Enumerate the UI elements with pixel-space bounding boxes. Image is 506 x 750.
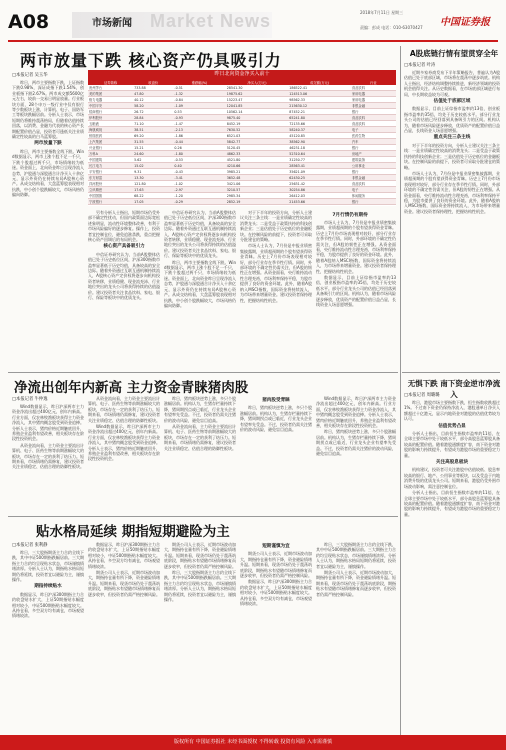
table-cell: 52310.64 <box>288 151 351 157</box>
table-cell: 15.02 <box>133 163 173 169</box>
table-cell: -1.86 <box>173 133 225 139</box>
table-cell: 食品饮料 <box>351 85 396 91</box>
table-cell: 2852.19 <box>226 199 289 205</box>
column-divider <box>400 46 401 736</box>
table-cell: 28563.41 <box>288 163 351 169</box>
table-cell: 食品饮料 <box>351 115 396 121</box>
table-cell: 医药生物 <box>351 133 396 139</box>
table-cell: 贵州茅台 <box>88 85 133 91</box>
paragraph: Wind数据显示，昨日沪深两市主力资金净流出超过400亿元，创年内新高。行业方面，仅农林牧渔板块获得主力资金净流入，其中猪肉概念股受到资金追捧。分析人士表示，猪肉价格近期触底回升，养殖企业盈利有望改善，相关板块存在阶段性投资机会。 <box>12 404 84 442</box>
table-cell: 4521.80 <box>226 157 289 163</box>
column-header: 涨跌幅(%) <box>173 79 225 85</box>
table-cell: 0.26 <box>173 145 225 151</box>
paragraph: 另有分析人士指出，短期市场仍受外部不确定性扰动，但国内政策面边际宽松迹象明显，流动性环境整体改善，有利于市场风险偏好的逐步修复。操作上，投资者宜控制仓位，避免追涨杀跌，重点把握核心资产回调后的布局机会。 <box>88 210 160 243</box>
paragraph: 分析人士指出，目前恒生指数市盈率约11倍，在全球主要市场中处于较低水平，部分高股息蓝筹股具备较高的配置价值。随着港股通额度扩容，南下资金对港股的影响力持续提升，有望成为港股市场的重要稳定力量。 <box>404 431 500 458</box>
table-cell: 平安银行 <box>88 169 133 175</box>
table-cell: 五粮液 <box>88 121 133 127</box>
paragraph: 中信证券研究认为，当前A股整体估值已处于历史低位区间，沪深300指数市盈率显著低于历史均值，具备较高的安全边际。随着外资通过互联互通机制持续流入，A股核心资产定价权将逐步向机构投资者转移，业绩稳健、现金流充沛、行业地位突出的龙头公司将获得持续的估值溢价。建议投资者关注食品饮料、家电、银行、保险等板块中的优质龙头。 <box>88 251 160 301</box>
column-header: 证券简称 <box>88 79 133 85</box>
table-cell: 26.72 <box>133 109 173 115</box>
table-cell: -0.43 <box>173 169 225 175</box>
table-cell: 5842.77 <box>226 139 289 145</box>
table-cell: 38.51 <box>133 127 173 133</box>
table-cell: 121.80 <box>133 181 173 187</box>
table-cell: 17.63 <box>133 187 173 193</box>
footer-text: 版权所有 中国证券报社 未经书面授权 不得转载 投资有风险 入市需谨慎 <box>174 739 332 745</box>
table-cell: 6521.03 <box>226 133 289 139</box>
table-cell: 31.55 <box>133 139 173 145</box>
table-cell: 69.20 <box>133 133 173 139</box>
article-body <box>164 210 236 368</box>
table-cell: 25631.42 <box>288 181 351 187</box>
table-cell: 58240.37 <box>288 127 351 133</box>
table-cell: 21453.66 <box>288 199 351 205</box>
table-cell: 海康威视 <box>88 127 133 133</box>
table-cell: 恒瑞医药 <box>88 133 133 139</box>
article-body <box>240 396 312 512</box>
table-cell: 38562.90 <box>288 139 351 145</box>
article-body <box>88 210 160 368</box>
table-cell: 2985.34 <box>226 193 289 199</box>
page-number: A08 <box>8 11 50 33</box>
table-cell: 兴业银行 <box>88 145 133 151</box>
paragraph: 昨日，猪肉板块逆势上涨，多只个股涨幅居前。机构认为，生猪存栏量持续下降，猪周期拐点或已临近，行业龙头企业有望率先受益。不过，投资者仍需关注猪价的波动风险，避免盲目追高。 <box>164 396 236 423</box>
table-cell: 15.21 <box>133 145 173 151</box>
headline-main: 两市放量下跌 核心资产仍具吸引力 <box>20 51 282 70</box>
table-cell: 中国国旅 <box>88 193 133 199</box>
table-cell: 45120.85 <box>288 133 351 139</box>
paragraph: 昨日，猪肉板块逆势上涨，多只个股涨幅居前。机构认为，生猪存栏量持续下降，猪周期拐点或已临近，行业龙头企业有望率先受益。不过，投资者仍需关注猪价的波动风险，避免盲目追高。 <box>240 405 312 433</box>
date-line: 2018年7月11日 星期三 <box>360 10 404 15</box>
paragraph: 期货公司人士表示，近期市场波动加大，期指持仓量有所下降，资金避险情绪升温。短期来看，现货市场仍处于震荡筑底阶段，期指贴水有望随市场情绪修复而逐步收窄，但投资者仍需严格控制风险。 <box>88 570 160 597</box>
table-cell: 5120.45 <box>226 145 289 151</box>
table-cell: -0.93 <box>173 115 225 121</box>
table-cell: 3421.06 <box>226 181 289 187</box>
table-cell: -0.29 <box>173 199 225 205</box>
subheading: 估值处于底部区域 <box>433 99 471 105</box>
table-cell: -0.51 <box>173 85 225 91</box>
headline: 贴水格局延续 期指短期避险为主 <box>36 524 230 540</box>
table-cell: -2.13 <box>173 127 225 133</box>
subheading: 期指持续贴水 <box>34 584 62 590</box>
data-table <box>88 79 396 205</box>
table-cell: 8452.19 <box>226 121 289 127</box>
table-cell: 733.88 <box>133 85 173 91</box>
table-cell: 71.10 <box>133 121 173 127</box>
table-cell: 47.80 <box>133 91 173 97</box>
table-cell: 伊利股份 <box>88 115 133 121</box>
paragraph: 数据显示，目前上证综指市盈率约13倍，创业板指市盈率约35倍，均处于历史较低水平。部分行业龙头公司的估值已经回落到具备吸引力的区间。机构认为，随着市场风险逐步释放，优质资产的配置价值日益凸显，长线资金入场意愿增强。 <box>316 275 396 308</box>
column-header: 成交额(万元) <box>288 79 351 85</box>
table-cell: 格力电器 <box>88 97 133 103</box>
table-cell: 建筑装饰 <box>351 157 396 163</box>
article-body <box>404 70 500 368</box>
paragraph: Wind数据显示，昨日沪深两市主力资金净流出超过400亿元，创年内新高。行业方面，仅农林牧渔板块获得主力资金净流入，其中猪肉概念股受到资金追捧。分析人士表示，猪肉价格近期触底回升，养殖企业盈利有望改善，相关板块存在阶段性投资机会。 <box>316 396 396 429</box>
table-cell: 3652.48 <box>226 175 289 181</box>
article-body <box>404 400 500 728</box>
table-cell: 非银金融 <box>351 103 396 109</box>
table-cell: 汽车 <box>351 139 396 145</box>
column-header: 净买入(万元) <box>226 79 289 85</box>
editor-line: 责编：彭成 电话：010-63070427 <box>360 25 423 30</box>
table-cell: 40.12 <box>133 97 173 103</box>
paragraph: 昨日，两市主要指数下跌，上证指数下跌0.98%，深证成指下跌1.54%，创业板指下跌2.67%。两市成交额5600亿元左右，较前一交易日明显放量。行业板块方面，28个申万一级行业中仅有银行等少数板块上涨，计算机、电子、国防军工等板块跌幅居前。分析人士表示，市场短期仍将维持震荡格局，但随着估值持续回落，以消费、金融为代表的核心资产长期配置价值凸显，投资者可逢低关注业绩确定性较高的白马蓝筹股。 <box>12 80 84 140</box>
table-cell: 30254.86 <box>288 187 351 193</box>
table-cell: 立讯精密 <box>88 187 133 193</box>
section-divider <box>402 372 500 373</box>
table-cell: -0.44 <box>173 139 225 145</box>
table-cell: 9.31 <box>133 169 173 175</box>
table-cell: 9875.40 <box>226 115 289 121</box>
table-cell: 4862.33 <box>226 151 289 157</box>
paragraph: 近期多家券商发布下半年策略报告，普遍认为A股估值已处于底部区域，市场将在震荡中逐步筑底。机构人士指出，经济结构调整持续推进，新经济领域的投资机会值得关注。从历史数据看，在市场底部区域进行布局，中长期收益较为可观。 <box>404 70 500 97</box>
column-header: 收盘价 <box>133 79 173 85</box>
article-body <box>164 542 236 728</box>
article-body <box>12 404 84 512</box>
newspaper-logo: 中国证券报 <box>440 17 490 28</box>
byline: □本报记者 张利静 <box>12 543 48 548</box>
paragraph: 期货公司人士表示，近期市场波动加大，期指持仓量有所下降，资金避险情绪升温。短期来看，现货市场仍处于震荡筑底阶段，期指贴水有望随市场情绪修复而逐步收窄，但投资者仍需严格控制风险。 <box>316 570 396 597</box>
table-cell: 12041.85 <box>226 103 289 109</box>
byline: □本报记者 牛仲逸 <box>12 397 48 402</box>
table-cell: 58.20 <box>133 103 173 109</box>
table-cell: 98562.33 <box>288 97 351 103</box>
side-headline: 无惧下跌 南下资金逆市净流入 <box>407 379 501 399</box>
article-body <box>316 542 396 728</box>
paragraph: 从资金流向看，主力资金主要流出计算机、电子、医药生物等前期涨幅较大的板块，市场存在一定的获利了结压力。短期来看，市场情绪仍需修复，建议投资者关注业绩稳定、估值合理的防御性板块。 <box>88 396 160 423</box>
side-headline: A股底链行情有望贯穿全年 <box>409 49 499 58</box>
paragraph: 昨日，三大股指期货主力合约全线下跌，其中中证500期指跌幅居前。三大期指主力合约均呈现贴水状态，市场谨慎情绪浓厚。分析人士认为，期指贴水格局短期仍将延续，投资者宜以避险为主，谨慎操作。 <box>12 550 84 583</box>
table-cell: 10562.14 <box>226 109 289 115</box>
table-cell: 中国平安 <box>88 103 133 109</box>
table-cell: 银行 <box>351 169 396 175</box>
byline: □本报记者 吴玉华 <box>12 73 48 78</box>
table-cell: 宁波银行 <box>88 199 133 205</box>
table-cell: 上汽集团 <box>88 139 133 145</box>
table-cell: 中国建筑 <box>88 157 133 163</box>
table-cell: 28541.30 <box>226 85 289 91</box>
table-cell: 家用电器 <box>351 97 396 103</box>
article-body <box>240 542 312 728</box>
article-body <box>12 550 84 728</box>
article-body <box>88 542 160 728</box>
table-cell: -1.20 <box>173 193 225 199</box>
table-cell: 3210.57 <box>226 187 289 193</box>
subheading: 猪肉股受青睐 <box>262 398 290 403</box>
table-cell: 26412.03 <box>288 193 351 199</box>
table-cell: -0.53 <box>173 157 225 163</box>
table-cell: 15223.47 <box>226 97 289 103</box>
table-cell: -1.02 <box>173 181 225 187</box>
paragraph: 市场人士认为，7月份是中报业绩密集披露期，业绩超预期的个股有望获得资金青睐。历史上7月份市场表现相对较好，部分行业存在季节性行情。同时，外部环境的不确定性仍需关注，但A股的韧性正在增强。从资金面看，央行维持流动性合理充裕，市场利率保持平稳，为股市提供了良好的资金环境。此外，随着A股纳入MSCI指数，国际资金将持续流入，为市场带来增量资金。建议投资者保持理性，把握结构性机会。 <box>404 170 500 214</box>
paragraph: 昨日，猪肉板块逆势上涨，多只个股涨幅居前。机构认为，生猪存栏量持续下降，猪周期拐点或已临近，行业龙头企业有望率先受益。不过，投资者仍需关注猪价的波动风险，避免盲目追高。 <box>316 429 396 457</box>
paragraph: 数据显示，昨日沪深300期指主力合约收盘贴水扩大，上证50期指贴水幅度相对较小，中证500期指贴水幅度较大。从持仓看，多空双方均有减仓，市场观望情绪较浓。 <box>240 579 312 607</box>
paragraph: 昨日，三大股指期货主力合约全线下跌，其中中证500期指跌幅居前。三大期指主力合约均呈现贴水状态，市场谨慎情绪浓厚。分析人士认为，期指贴水格局短期仍将延续，投资者宜以避险为主，谨慎操作。 <box>164 570 236 603</box>
table-cell: 食品饮料 <box>351 121 396 127</box>
article-body <box>316 220 396 368</box>
table-cell: 洋河股份 <box>88 181 133 187</box>
table-cell: 长江电力 <box>88 163 133 169</box>
subheading: 关注高股息板块 <box>435 460 469 466</box>
paragraph: 市场人士认为，7月份是中报业绩密集披露期，业绩超预期的个股有望获得资金青睐。历史上7月份市场表现相对较好，部分行业存在季节性行情。同时，外部环境的不确定性仍需关注，但A股的韧性正在增强。从资金面看，央行维持流动性合理充裕，市场利率保持平稳，为股市提供了良好的资金环境。此外，随着A股纳入MSCI指数，国际资金将持续流入，为市场带来增量资金。建议投资者保持理性，把握结构性机会。 <box>240 243 312 303</box>
table-cell: 公用事业 <box>351 163 396 169</box>
table-cell: 银行 <box>351 109 396 115</box>
page-header <box>0 0 506 42</box>
table-cell: 4210.66 <box>226 163 289 169</box>
table-row <box>88 199 396 205</box>
section-en-title: Market News <box>150 11 272 31</box>
table-cell: 68.22 <box>133 193 173 199</box>
table-cell: 美的集团 <box>88 91 133 97</box>
table-cell: 28.84 <box>133 115 173 121</box>
paragraph: 期货公司人士表示，近期市场波动加大，期指持仓量有所下降，资金避险情绪升温。短期来看，现货市场仍处于震荡筑底阶段，期指贴水有望随市场情绪修复而逐步收窄，但投资者仍需严格控制风险。 <box>240 551 312 579</box>
table-cell: 东方财富 <box>88 175 133 181</box>
table-cell: 食品饮料 <box>351 181 396 187</box>
table-cell: 17.05 <box>133 199 173 205</box>
paragraph: 从资金流向看，主力资金主要流出计算机、电子、医药生物等前期涨幅较大的板块，市场存在一定的获利了结压力。短期来看，市场情绪仍需修复，建议投资者关注业绩稳定、估值合理的防御性板块。 <box>12 442 84 470</box>
table-cell: 46231.18 <box>288 145 351 151</box>
table-cell: 13.30 <box>133 175 173 181</box>
table-cell: 7630.52 <box>226 127 289 133</box>
paragraph: 从资金流向看，主力资金主要流出计算机、电子、医药生物等前期涨幅较大的板块，市场存在一定的获利了结压力。短期来看，市场情绪仍需修复，建议投资者关注业绩稳定、估值合理的防御性板块。 <box>164 424 236 451</box>
subheading: 两市放量下跌 <box>34 141 62 147</box>
table-cell: 65241.80 <box>288 115 351 121</box>
paragraph: 昨日，两市主要指数全线下跌。Wind数据显示，两市上涨个股不足一千只，下跌个股超过两千只，市场情绪较为低迷。资金面上，北向资金昨日呈现净流入态势，沪股通与深股通合计净买入十余亿元，显示外资仍在持续布局A股核心资产。从成交结构看，大盘蓝筹股表现相对抗跌，中小创个股跌幅较大，市场风格仍偏向防御。 <box>12 148 84 198</box>
paragraph: 中信证券研究认为，当前A股整体估值已处于历史低位区间，沪深300指数市盈率显著低于历史均值，具备较高的安全边际。随着外资通过互联互通机制持续流入，A股核心资产定价权将逐步向机构投资者转移，业绩稳健、现金流充沛、行业地位突出的龙头公司将获得持续的估值溢价。建议投资者关注食品饮料、家电、银行、保险等板块中的优质龙头。 <box>164 210 236 259</box>
byline: □本报记者 叶涛 <box>404 63 436 68</box>
paragraph: 昨日，两市主要指数全线下跌。Wind数据显示，两市上涨个股不足一千只，下跌个股超过两千只，市场情绪较为低迷。资金面上，北向资金昨日呈现净流入态势，沪股通与深股通合计净买入十余亿元，显示外资仍在持续布局A股核心资产。从成交结构看，大盘蓝筹股表现相对抗跌，中小创个股跌幅较大，市场风格仍偏向防御。 <box>164 259 236 308</box>
table-cell: 电子 <box>351 187 396 193</box>
table-cell: -1.80 <box>173 151 225 157</box>
table-cell: -2.97 <box>173 187 225 193</box>
article-body <box>316 396 396 512</box>
paragraph: Wind数据显示，昨日沪深两市主力资金净流出超过400亿元，创年内新高。行业方面，仅农林牧渔板块获得主力资金净流入，其中猪肉概念股受到资金追捧。分析人士表示，猪肉价格近期触底回升，养殖企业盈利有望改善，相关板块存在阶段性投资机会。 <box>88 424 160 462</box>
table-cell: 19875.62 <box>226 91 289 97</box>
paragraph: 期货公司人士表示，近期市场波动加大，期指持仓量有所下降，资金避险情绪升温。短期来看，现货市场仍处于震荡筑底阶段，期指贴水有望随市场情绪修复而逐步收窄，但投资者仍需严格控制风险。 <box>164 542 236 569</box>
paragraph: 对于下半年的投资方向，分析人士建议关注三条主线：一是业绩确定性较高的消费龙头；二是受益于政策扶持的科技创新企业；三是估值处于历史低位的金融板块。在控制风险的前提下，投资者可采取分批建仓的策略。 <box>404 142 500 170</box>
table-cell: 家用电器 <box>351 91 396 97</box>
column-header: 行业 <box>351 79 396 85</box>
table-cell: 87452.21 <box>288 109 351 115</box>
table-cell: 银行 <box>351 145 396 151</box>
table-cell: -1.47 <box>173 121 225 127</box>
paragraph: 昨日，港股市场主要指数下跌，恒生指数收跌超过1%。不过南下资金仍保持净流入，港股通单日净买入额超过十亿港元，显示内地资金对港股的估值优势较为认可。 <box>404 400 500 422</box>
paragraph: 市场人士认为，7月份是中报业绩密集披露期，业绩超预期的个股有望获得资金青睐。历史上7月份市场表现相对较好，部分行业存在季节性行情。同时，外部环境的不确定性仍需关注，但A股的韧性正在增强。从资金面看，央行维持流动性合理充裕，市场利率保持平稳，为股市提供了良好的资金环境。此外，随着A股纳入MSCI指数，国际资金将持续流入，为市场带来增量资金。建议投资者保持理性，把握结构性机会。 <box>316 220 396 274</box>
table-cell: 招商银行 <box>88 109 133 115</box>
section-divider <box>8 516 398 517</box>
table-cell: 非银金融 <box>351 175 396 181</box>
table-cell: 31250.77 <box>288 157 351 163</box>
table-cell: 5.62 <box>133 157 173 163</box>
section-divider <box>8 372 398 373</box>
table-cell: 35621.09 <box>288 169 351 175</box>
table-cell: 0.53 <box>173 109 225 115</box>
article-body <box>12 80 84 368</box>
table-cell: 万科A <box>88 151 133 157</box>
table-cell: 62430.25 <box>288 175 351 181</box>
table-cell: -0.84 <box>173 97 225 103</box>
header-rule <box>8 40 498 42</box>
table-cell: 电子 <box>351 127 396 133</box>
subheading: 短期谨慎为宜 <box>262 544 290 549</box>
table-cell: 房地产 <box>351 151 396 157</box>
paragraph: 昨日，三大股指期货主力合约全线下跌，其中中证500期指跌幅居前。三大期指主力合约均呈现贴水状态，市场谨慎情绪浓厚。分析人士认为，期指贴水格局短期仍将延续，投资者宜以避险为主，谨慎操作。 <box>316 542 396 569</box>
section-cn-title: 市场新闻 <box>92 18 132 29</box>
table-cell: 0.40 <box>173 163 225 169</box>
table-cell: 72135.66 <box>288 121 351 127</box>
article-body <box>240 210 312 368</box>
paragraph: 机构建议，投资者可关注港股中估值较低、股息率较高的银行、地产、公用事业等板块，以及受益于内地消费升级的优质龙头公司。短期来看，港股仍受外围市场波动影响，需注意控制仓位。 <box>404 467 500 489</box>
table-cell: 休闲服务 <box>351 193 396 199</box>
subheading: 核心资产具备吸引力 <box>103 244 145 250</box>
table-cell: 3985.21 <box>226 169 289 175</box>
subheading: 重点关注三条主线 <box>433 135 471 141</box>
table-title: 昨日北向资金净买入前十 <box>88 70 396 79</box>
paragraph: 对于下半年的投资方向，分析人士建议关注三条主线：一是业绩确定性较高的消费龙头；二是受益于政策扶持的科技创新企业；三是估值处于历史低位的金融板块。在控制风险的前提下，投资者可采取分批建仓的策略。 <box>240 210 312 243</box>
table-cell: -3.41 <box>173 175 225 181</box>
byline: □本报记者 周璐璐 <box>404 393 440 398</box>
paragraph: 数据显示，昨日沪深300期指主力合约收盘贴水扩大，上证50期指贴水幅度相对较小，中证500期指贴水幅度较大。从持仓看，多空双方均有减仓，市场观望情绪较浓。 <box>12 591 84 619</box>
paragraph: 数据显示，昨日沪深300期指主力合约收盘贴水扩大，上证50期指贴水幅度相对较小，中证500期指贴水幅度较大。从持仓看，多空双方均有减仓，市场观望情绪较浓。 <box>88 542 160 569</box>
article-body <box>164 396 236 512</box>
paragraph: 分析人士指出，目前恒生指数市盈率约11倍，在全球主要市场中处于较低水平，部分高股息蓝筹股具备较高的配置价值。随着港股通额度扩容，南下资金对港股的影响力持续提升，有望成为港股市场的重要稳定力量。 <box>404 490 500 517</box>
table-cell: 24.60 <box>133 151 173 157</box>
headline: 净流出创年内新高 主力资金青睐猪肉股 <box>14 380 249 396</box>
table-cell: 124513.06 <box>288 91 351 97</box>
table-cell: -1.09 <box>173 103 225 109</box>
table-cell: 186522.41 <box>288 85 351 91</box>
article-title: 7月行情仍有期待 <box>332 213 368 218</box>
table-cell: 银行 <box>351 199 396 205</box>
data-table-box <box>88 70 396 206</box>
article-body <box>88 396 160 512</box>
table-cell: 215630.12 <box>288 103 351 109</box>
subheading: 估值优势凸显 <box>438 423 466 429</box>
table-cell: -1.32 <box>173 91 225 97</box>
paragraph: 数据显示，目前上证综指市盈率约13倍，创业板指市盈率约35倍，均处于历史较低水平。部分行业龙头公司的估值已经回落到具备吸引力的区间。机构认为，随着市场风险逐步释放，优质资产的配置价值日益凸显，长线资金入场意愿增强。 <box>404 106 500 134</box>
